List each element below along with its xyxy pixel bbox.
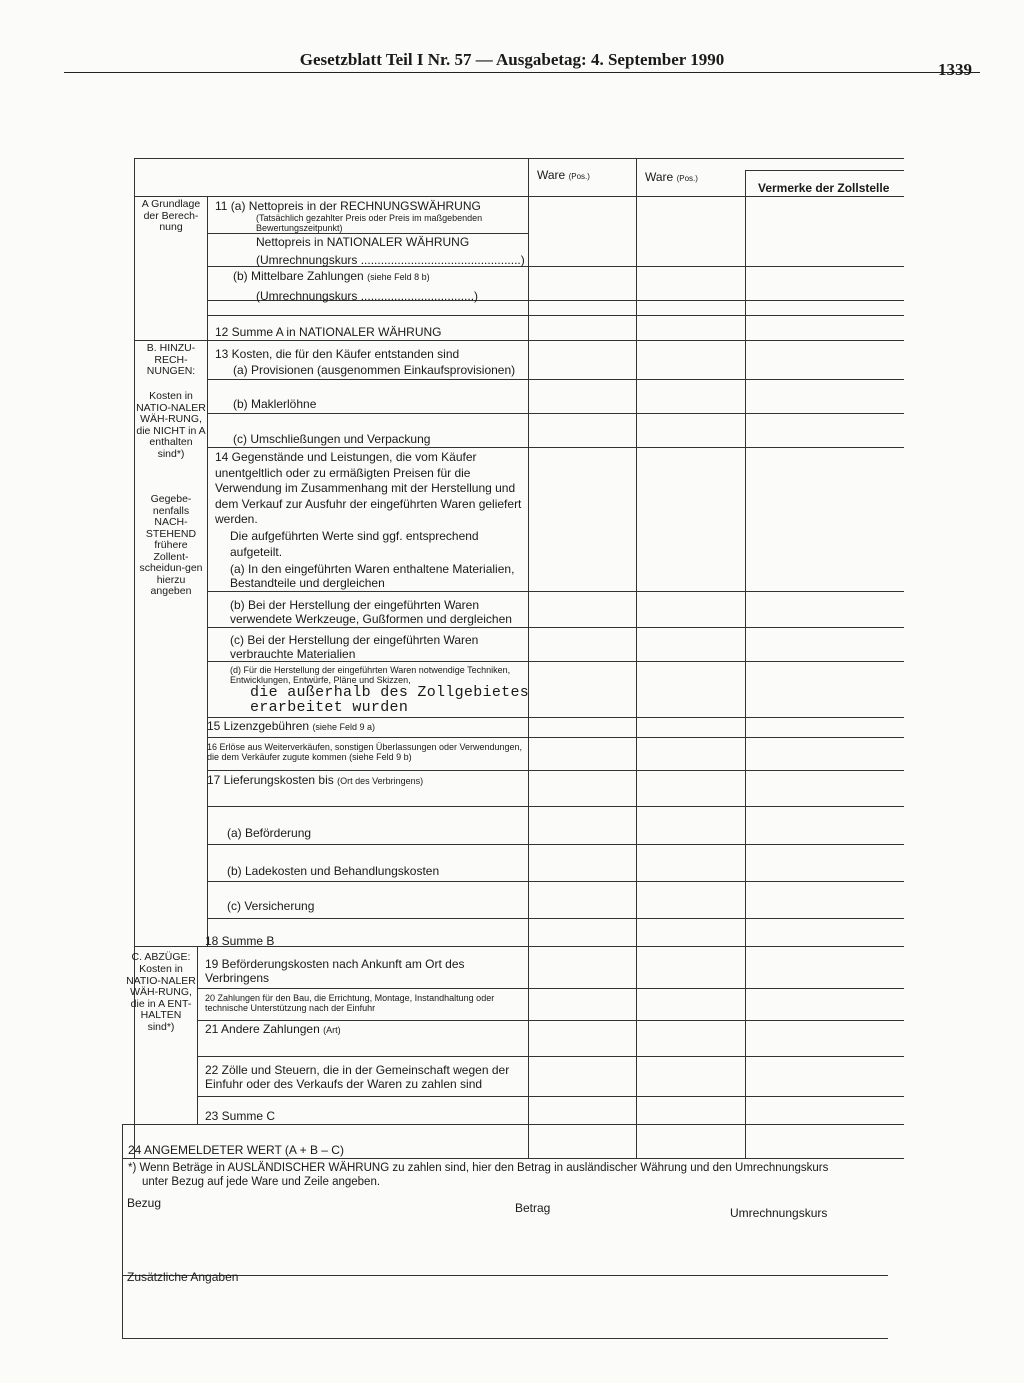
row-14-info: Die aufgeführten Werte sind ggf. entsprechend aufgeteilt. — [230, 529, 479, 559]
row-11a-note: (Tatsächlich gezahlter Preis oder Preis im maßgebenden Bewertungszeitpunkt) — [256, 213, 483, 233]
row-19-label: 19 Beförderungskosten nach Ankunft am Ort des Verbringens — [205, 957, 465, 985]
footnote-bezug-label: Bezug — [127, 1196, 162, 1210]
row-line — [197, 1056, 904, 1057]
vermerke-left-border — [745, 170, 746, 1158]
footnote-kurs-label: Umrechnungskurs — [730, 1206, 828, 1220]
row-line — [207, 661, 904, 662]
row-line — [207, 844, 904, 845]
row-15-note: (siehe Feld 9 a) — [312, 722, 375, 732]
row-16-label — [207, 742, 523, 762]
row-24-label: 24 ANGEMELDETER WERT (A + B – C) — [128, 1143, 344, 1157]
row-12-label: 12 Summe A in NATIONALER WÄHRUNG — [215, 325, 442, 339]
section-divider-bottom — [197, 946, 198, 1124]
vermerke-top — [745, 170, 904, 171]
row-line — [207, 315, 904, 316]
section-a-label: A Grundlage der Berech-nung — [141, 198, 201, 233]
col-header-ware2-pos: (Pos.) — [676, 174, 698, 183]
row-14-label: 14 Gegenstände und Leistungen, die vom Käufer unentgeltlich oder zu ermäßigten Preisen für die Verwendung im Zusammenhang mit der Herstellung und dem Verkauf zur Ausfuhr der eingeführten Waren geliefert werden. — [215, 450, 522, 526]
header-rule — [64, 72, 980, 73]
row-17a-label: (a) Beförderung — [227, 826, 312, 840]
row-17c-label: (c) Versicherung — [227, 899, 315, 913]
col-ware1-left — [528, 158, 529, 1158]
row-line — [122, 1124, 904, 1125]
page-number: 1339 — [938, 60, 972, 79]
row-line — [207, 770, 904, 771]
row-15-text: 15 Lizenzgebühren — [207, 719, 310, 733]
row-14d-label: (d) Für die Herstellung der eingeführten Waren notwendige Techniken, Entwicklungen, Entwürfe, Pläne und Skizzen, — [230, 665, 511, 685]
footnote-betrag-label: Betrag — [515, 1201, 551, 1215]
section-b-label: B. HINZU-RECH-NUNGEN: — [146, 342, 196, 377]
col-header-ware1 — [537, 168, 590, 184]
row-18-label: 18 Summe B — [205, 934, 275, 948]
page-header-title: Gesetzblatt Teil I Nr. 57 — Ausgabetag: 4. September 1990 — [299, 50, 725, 69]
row-13a-label: (a) Provisionen (ausgenommen Einkaufsprovisionen) — [233, 363, 516, 377]
footer-left-border — [122, 1124, 123, 1338]
row-line — [207, 918, 904, 919]
footnote-text-2: unter Bezug auf jede Ware und Zeile angeben. — [142, 1176, 381, 1188]
row-line — [197, 1096, 904, 1097]
row-line — [122, 1158, 904, 1159]
row-13c-label: (c) Umschließungen und Verpackung — [233, 432, 431, 446]
row-17-label — [207, 773, 423, 787]
col-ware2-left — [636, 158, 637, 1158]
row-13-label: 13 Kosten, die für den Käufer entstanden sind — [215, 347, 460, 361]
row-line — [207, 717, 904, 718]
row-21-note: (Art) — [323, 1025, 341, 1035]
row-14b-label: (b) Bei der Herstellung der eingeführten Waren verwendete Werkzeuge, Gußformen und dergleichen — [230, 598, 512, 626]
row-21-text: 21 Andere Zahlungen — [205, 1022, 320, 1036]
row-23-label: 23 Summe C — [205, 1109, 276, 1123]
row-14d-typed-line-2: erarbeitet wurden — [250, 699, 409, 716]
col-header-ware1-pos: (Pos.) — [568, 172, 590, 181]
row-line — [197, 988, 904, 989]
section-b-note-1: Kosten in NATIO-NALER WÄH-RUNG, die NICHT in A enthalten sind*) — [136, 390, 206, 460]
section-c-note: Kosten in NATIO-NALER WÄH-RUNG, die in A ENT-HALTEN sind*) — [126, 963, 196, 1033]
row-line — [207, 413, 904, 414]
section-b-note-2: Gegebe-nenfalls NACH-STEHEND frühere Zollent-scheidun-gen hierzu angeben — [139, 493, 203, 597]
col-header-ware2-label: Ware — [645, 170, 674, 184]
section-c-label: C. ABZÜGE: — [131, 951, 191, 963]
footnote-text-1: *) Wenn Beträge in AUSLÄNDISCHER WÄHRUNG zu zahlen sind, hier den Betrag in ausländischer Währung und den Umrechnungskurs — [128, 1162, 829, 1174]
row-22-label: 22 Zölle und Steuern, die in der Gemeinschaft wegen der Einfuhr oder des Verkaufs der Waren zu zahlen sind — [205, 1063, 510, 1091]
row-11-exchange-rate-1: (Umrechnungskurs ................................................) — [256, 253, 525, 267]
row-line — [134, 196, 904, 197]
table-top-border — [134, 158, 904, 159]
row-11-exchange-rate-2: (Umrechnungskurs ..................................) — [256, 289, 479, 303]
row-13b-label: (b) Maklerlöhne — [233, 397, 317, 411]
row-line — [207, 591, 904, 592]
row-17-note: (Ort des Verbringens) — [337, 776, 424, 786]
row-16-note: (siehe Feld 9 b) — [349, 752, 412, 762]
row-line — [207, 447, 904, 448]
form-bottom — [122, 1338, 888, 1339]
row-11b-text: (b) Mittelbare Zahlungen — [233, 269, 364, 283]
col-header-ware2 — [645, 170, 698, 186]
row-line — [207, 379, 904, 380]
row-20-label: 20 Zahlungen für den Bau, die Errichtung, Montage, Instandhaltung oder technische Unterstützung nach der Einfuhr — [205, 993, 495, 1013]
row-line — [207, 737, 904, 738]
row-14c-label: (c) Bei der Herstellung der eingeführten Waren verbrauchte Materialien — [230, 633, 479, 661]
row-17-text: 17 Lieferungskosten bis — [207, 773, 334, 787]
row-16-text: 16 Erlöse aus Weiterverkäufen, sonstigen Überlassungen oder Verwendungen, die dem Verkäufer zugute kommen — [207, 742, 523, 762]
row-line — [197, 1020, 904, 1021]
col-header-vermerke: Vermerke der Zollstelle — [758, 181, 890, 195]
col-header-ware1-label: Ware — [537, 168, 566, 182]
row-11b-label — [233, 269, 430, 283]
row-line — [207, 627, 904, 628]
row-15-label — [207, 719, 375, 733]
row-14a-label: (a) In den eingeführten Waren enthaltene Materialien, Bestandteile und dergleichen — [230, 562, 515, 590]
row-17b-label: (b) Ladekosten und Behandlungskosten — [227, 864, 440, 878]
row-11a-label: 11 (a) Nettopreis in der RECHNUNGSWÄHRUNG — [215, 199, 481, 213]
section-divider-top — [207, 196, 208, 946]
row-11b-note: (siehe Feld 8 b) — [367, 272, 430, 282]
row-line — [134, 340, 904, 341]
row-line — [207, 806, 904, 807]
additional-info-label: Zusätzliche Angaben — [127, 1270, 239, 1284]
row-11-national-label: Nettopreis in NATIONALER WÄHRUNG — [256, 235, 470, 249]
row-line — [207, 881, 904, 882]
row-line — [207, 233, 528, 234]
row-14d-typed-line-1: die außerhalb des Zollgebietes — [250, 684, 530, 701]
row-21-label — [205, 1022, 341, 1036]
